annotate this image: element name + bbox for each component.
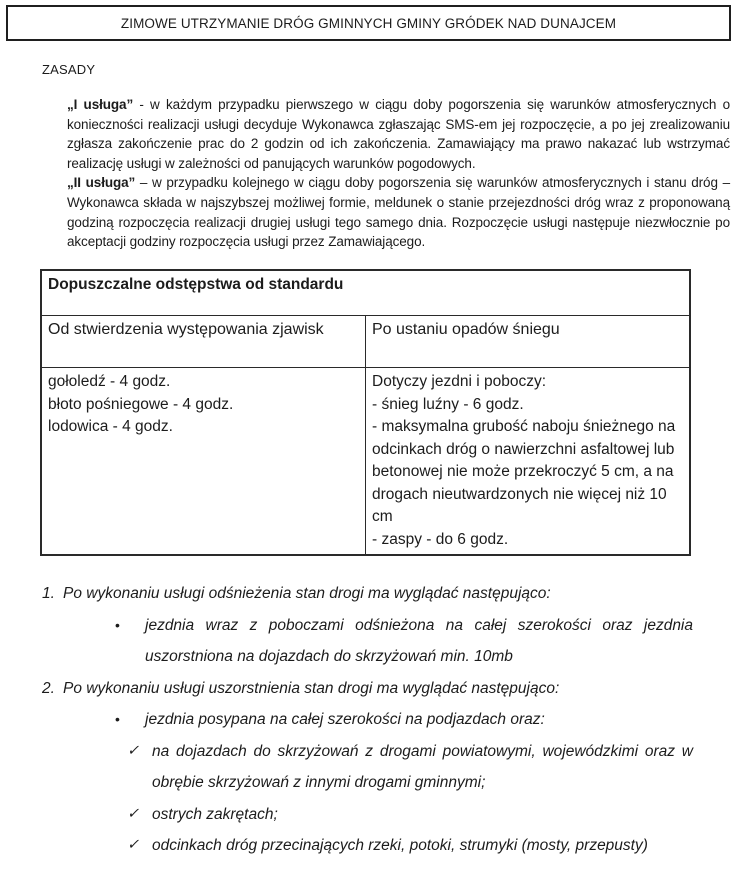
table-col2-cell <box>366 368 691 556</box>
rule-paragraph-1 <box>67 95 730 173</box>
table-cell-line: Dotyczy jezdni i poboczy: <box>372 373 547 391</box>
table-cell-line: lodowica - 4 godz. <box>48 418 173 436</box>
document-page <box>0 5 736 886</box>
document-title-box <box>6 5 731 41</box>
table-title-cell: Dopuszczalne odstępstwa od standardu <box>41 270 690 316</box>
note-check-2 <box>0 799 693 831</box>
checkmark-icon: ✓ <box>127 742 140 759</box>
bullet-icon: • <box>115 711 120 728</box>
checkmark-icon: ✓ <box>127 805 140 822</box>
table-cell-line: - śnieg luźny - 6 godz. <box>372 395 524 413</box>
table-cell-line: błoto pośniegowe - 4 godz. <box>48 395 234 413</box>
note-bullet-1 <box>0 610 693 673</box>
note-item-1 <box>0 578 693 610</box>
rule-text-1: - w każdym przypadku pierwszego w ciągu doby pogorszenia się warunków atmosferycznych o konieczności realizacji usługi decyduje Wykonawca zgłaszając SMS-em jej rozpoczęcie, a po jej zrealizowaniu zgłasza zakończenie prac do 2 godzin od ich zakończenia. Zamawiający ma prawo nakazać lub wstrzymać realizację usługi w zależności od panujących warunków pogodowych. <box>67 97 730 171</box>
bullet-text: jezdnia wraz z poboczami odśnieżona na całej szerokości oraz jezdnia uszorstniona na dojazdach do skrzyżowań min. 10mb <box>145 616 693 666</box>
note-item-2 <box>0 673 693 705</box>
table-cell-line: - maksymalna grubość naboju śnieżnego na odcinkach dróg o nawierzchni asfaltowej lub betonowej nie może przekroczyć 5 cm, a na drogach nieutwardzonych nie więcej niż 10 cm <box>372 418 676 526</box>
rule-paragraph-2 <box>67 173 730 251</box>
rule-text-2: – w przypadku kolejnego w ciągu doby pogorszenia się warunków atmosferycznych i stanu dróg – Wykonawca składa w najszybszej możliwej formie, meldunek o stanie przejezdności dróg wraz z proponowaną godziną rozpoczęcia realizacji drugiej usługi tego samego dnia. Rozpoczęcie usługi następuje niezwłocznie po akceptacji godziny rozpoczęcia usługi przez Zamawiającego. <box>67 175 730 250</box>
note-check-3 <box>0 830 693 862</box>
check-text: na dojazdach do skrzyżowań z drogami powiatowymi, wojewódzkimi oraz w obrębie skrzyżowań z innymi drogami gminnymi; <box>152 742 693 792</box>
table-body-row <box>41 368 690 556</box>
table-cell-line: - zaspy - do 6 godz. <box>372 530 509 548</box>
check-text: ostrych zakrętach; <box>152 805 278 823</box>
rules-section <box>67 95 730 252</box>
table-header-row <box>41 316 690 368</box>
rule-term-1: „I usługa” <box>67 97 134 112</box>
note-text: Po wykonaniu usługi odśnieżenia stan drogi ma wyglądać następująco: <box>63 585 551 603</box>
table-title-row <box>41 270 690 316</box>
note-text: Po wykonaniu usługi uszorstnienia stan drogi ma wyglądać następująco: <box>63 679 560 697</box>
table-col2-header: Po ustaniu opadów śniegu <box>366 316 691 368</box>
note-number: 2. <box>42 679 55 697</box>
bullet-icon: • <box>115 616 120 633</box>
note-bullet-2 <box>0 704 693 736</box>
note-check-1 <box>0 736 693 799</box>
bullet-text: jezdnia posypana na całej szerokości na podjazdach oraz: <box>145 711 545 729</box>
section-heading: ZASADY <box>42 62 96 77</box>
notes-list <box>0 578 693 862</box>
deviations-table <box>40 269 691 557</box>
rule-term-2: „II usługa” <box>67 175 136 191</box>
checkmark-icon: ✓ <box>127 837 140 854</box>
table-col1-header: Od stwierdzenia występowania zjawisk <box>41 316 366 368</box>
document-title: ZIMOWE UTRZYMANIE DRÓG GMINNYCH GMINY GRÓDEK NAD DUNAJCEM <box>120 16 617 31</box>
table-cell-line: gołoledź - 4 godz. <box>48 373 171 391</box>
note-number: 1. <box>42 585 55 603</box>
check-text: odcinkach dróg przecinających rzeki, potoki, strumyki (mosty, przepusty) <box>152 837 648 855</box>
table-col1-cell <box>41 368 366 556</box>
